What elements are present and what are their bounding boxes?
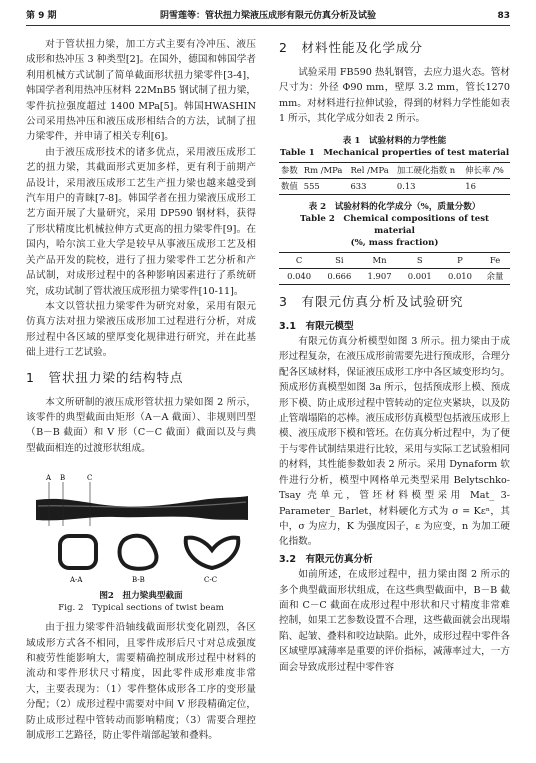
table-cell: 0.010 [440,268,480,284]
table-cell: 555 [302,178,349,194]
table-header-cell: Rel /MPa [348,162,394,178]
section-heading: 3 有限元仿真分析及试验研究 [279,293,464,309]
table-header-cell: Rm /MPa [302,162,349,178]
left-column [26,37,256,743]
table-header-cell: Si [319,252,359,268]
issue-label: 第 9 期 [26,11,57,21]
page-number: 83 [497,11,510,21]
running-title: 阴雪莲等：管状扭力梁液压成形有限元仿真分析及试验 [159,11,376,21]
table-chemical-composition [279,252,510,285]
table-header-cell: 加工硬化指数 n [395,162,463,178]
paragraph: 对于管状扭力梁，加工方式主要有冷冲压、液压成形和热冲压 3 种类型[2]。在国外，德国和韩国学者利用机械方式试制了简单截面形状扭力梁零件[3-4]，韩国学者利用热冲压材料 22MnB5 钢试制了扭力梁，零件抗拉强度超过 1400 MPa[5]。韩国HWASHIN 公司采用热冲压和液压成形相结合的方法，试制了扭力梁零件，并申请了相关专利[6]。 [26,39,256,143]
table-cell: 633 [348,178,394,194]
running-header [26,9,510,23]
table-cell: 数值 [279,178,302,194]
table-header-cell: P [440,252,480,268]
table-header-row [279,252,510,268]
right-column [279,37,510,675]
beam-body [36,496,248,520]
section-c-shape [186,538,239,568]
table-header-cell: 伸长率 /% [463,162,510,178]
twist-beam-drawing [26,460,256,588]
table-cell: 16 [463,178,510,194]
paragraph: 由于扭力梁零件沿轴线截面形状变化剧烈，各区域成形方式各不相同，且零件成形后尺寸对总成强度和疲劳性能影响大，需要精确控制成形过程中材料的流动和零件形状尺寸精度，因此零件成形难度非常大，主要表现为：（1）零件整体成形各工序的变形量分配；（2）成形过程中需要对中间 V 形段精确定位，防止成形过程中管转动而影响精度；（3）需要合理控制成形工艺路径，防止零件端部起皱和叠料。 [26,622,256,741]
label-b: B [60,474,66,483]
subsection-heading: 3.1 有限元模型 [279,320,354,332]
section-c-label: C-C [204,576,218,585]
table-cell: 余量 [480,268,510,284]
figure-caption-en: Fig. 2 Typical sections of twist beam [58,603,224,614]
label-c: C [87,474,93,483]
figure-twist-beam [26,460,256,588]
table2-caption-en-unit: (%, mass fraction) [350,237,439,248]
section-b-label: B-B [132,576,145,585]
table1-caption-cn: 表 1 试验材料的力学性能 [342,135,447,146]
table-header-cell: S [400,252,440,268]
section-b-shape [120,536,157,569]
figure-caption-cn: 图2 扭力梁典型截面 [99,591,183,602]
table-header-cell: Mn [359,252,399,268]
paragraph: 如前所述，在成形过程中，扭力梁由图 2 所示的多个典型截面形状组成，在这些典型截面中，B－B 截面和 C－C 截面在成形过程中形状和尺寸精度非常难控制，如果工艺参数设置不合理，这些截面就会出现塌陷、起皱、叠料和咬边缺陷。此外，成形过程中零件各区域壁厚减薄率是重要的评价指标，减薄率过大，一方面会导致成形过程中零件容 [279,569,510,673]
section-a-label: A-A [70,576,83,585]
label-a: A [46,474,52,483]
table-header-cell: Fe [480,252,510,268]
table-row [279,178,510,194]
table-cell: 1.907 [359,268,399,284]
table-cell: 0.001 [400,268,440,284]
table2-caption-en: Table 2 Chemical compositions of test material [299,213,490,236]
paragraph: 有限元仿真分析模型如图 3 所示。扭力梁由于成形过程复杂，在液压成形前需要先进行预成形，合理分配各区域材料，保证液压成形工序中各区域变形均匀。预成形仿真模型如图 3a 所示，包括预成形上模、预成形下模、防止成形过程中管转动的定位夹紧块，以及防止管端塌陷的芯棒。液压成形仿真模型包括液压成形上模、液压成形下模和管坯。在仿真分析过程中，为了便于与零件试制结果进行比较，采用与实际工艺试验相同的材料，其性能参数如表 2 所示。采用 Dynaform 软件进行分析，模型中网格单元类型采用 Belytschko-Tsay 壳单元，管坯材料模型采用 Mat_ 3-Parameter_ Barlet，材料硬化方式为 σ = Kεⁿ，其中，σ 为应力，K 为强度因子，ε 为应变，n 为加工硬化指数。 [279,336,510,548]
table1-caption-en: Table 1 Mechanical properties of test material [279,147,510,158]
header-rule [26,25,510,26]
paragraph: 本文以管状扭力梁零件为研究对象，采用有限元仿真方法对扭力梁液压成形加工过程进行分析，对成形过程中各区域的壁厚变化规律进行研究，并在此基础上进行工艺试验。 [26,300,256,359]
table-mechanical-properties [279,162,510,195]
table-cell: 0.666 [319,268,359,284]
paragraph: 由于液压成形技术的诸多优点，采用液压成形工艺的扭力梁，其截面形式更加多样，更有利于前期产品设计，采用液压成形工艺生产扭力梁也越来越受到汽车用户的青睐[7-8]。韩国学者在扭力梁液压成形工艺方面开展了大量研究，采用 DP590 钢材料，获得了形状精度比机械拉伸方式更高的扭力梁零件[9]。在国内，哈尔滨工业大学是较早从事液压成形工艺及相关产品开发的院校，进行了扭力梁零件工艺分析和产品试制，对成形过程中的各种影响因素进行了系统研究，成功试制了管状液压成形扭力梁零件[10-11]。 [26,146,256,297]
paragraph: 试验采用 FB590 热轧钢管，去应力退火态。管材尺寸为：外径 Φ90 mm，壁厚 3.2 mm，管长1270 mm。对材料进行拉伸试验，得到的材料力学性能如表 1 所示，其化学成分如表 2 所示。 [279,67,510,125]
section-heading: 2 材料性能及化学成分 [279,40,423,55]
section-heading: 1 管状扭力梁的结构特点 [26,369,184,385]
table-row [279,268,510,284]
paragraph: 本文所研制的液压成形管状扭力梁如图 2 所示，该零件的典型截面由矩形（A－A 截面）、非规则凹型（B－B 截面）和 V 形（C－C 截面）截面以及与典型截面相连的过渡形状组成。 [26,396,256,454]
section-a-shape [60,536,96,568]
table-cell: 0.13 [395,178,463,194]
subsection-heading: 3.2 有限元仿真分析 [279,553,373,565]
table-header-row [279,162,510,178]
table-header-cell: C [279,252,319,268]
table-cell: 0.040 [279,268,319,284]
table-header-cell: 参数 [279,162,302,178]
table2-caption-cn: 表 2 试验材料的化学成分（%，质量分数） [308,201,481,212]
